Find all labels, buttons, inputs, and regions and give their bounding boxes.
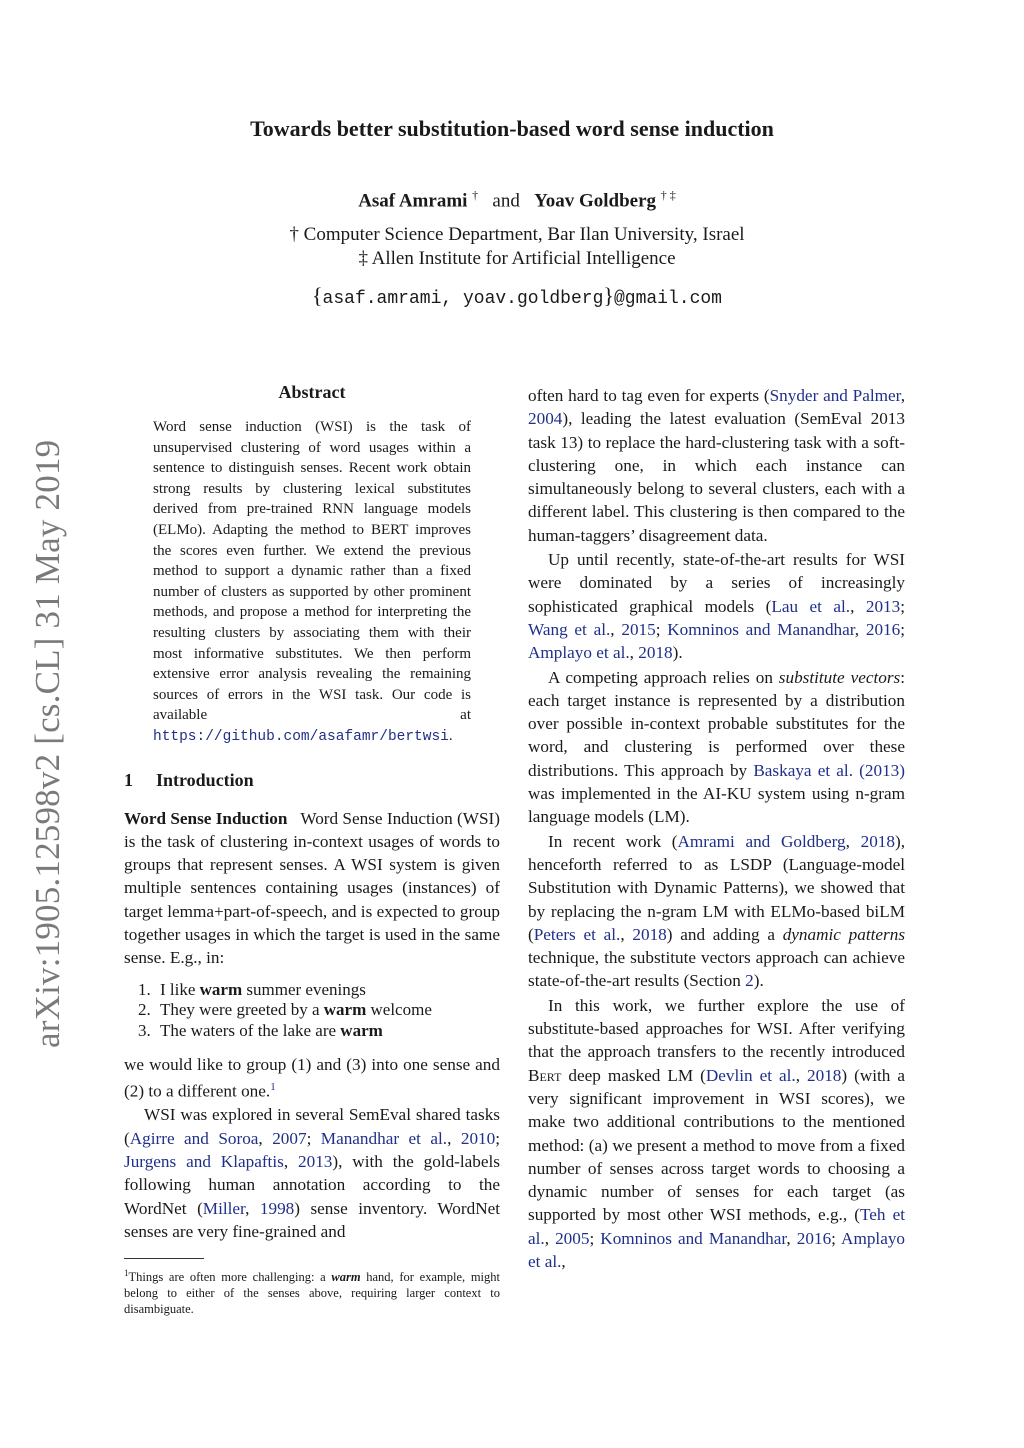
abstract-text: Word sense induction (WSI) is the task of unsupervised clustering of word usages within a sentence to distinguish senses. Recent work obtain strong results by clustering lexical substitutes derived from pre-trained RNN language models (ELMo). Adapting the method to BERT improves the scores even further. We extend the previous method to support a dynamic rather than a fixed number of clusters as supported by other prominent methods, and propose a method for interpreting the resulting clusters by associating them with their most informative substitutes. We then perform extensive error analysis revealing the remaining sources of errors in the WSI task. Our code is available at — [153, 419, 471, 724]
text-span: , — [854, 619, 866, 639]
list-item-target: warm — [199, 979, 243, 999]
paragraph — [528, 666, 905, 829]
text-span: , — [786, 1228, 797, 1248]
text-span: , — [283, 1152, 298, 1171]
email-line — [0, 283, 1024, 309]
footnote-number: 1 — [124, 1268, 129, 1279]
footnote-emphasis: warm — [331, 1270, 361, 1285]
author-1: Asaf Amrami — [358, 190, 468, 212]
text-span: , — [900, 386, 905, 405]
citation-year[interactable]: 2018 — [638, 643, 673, 663]
text-span: Up until recently, state-of-the-art results for WSI were dominated by a series of increasingly sophisticated graphical models ( — [528, 550, 905, 616]
text-span: , — [561, 1251, 566, 1271]
author-2-marks: † ‡ — [660, 188, 676, 202]
intro-p1-text: Word Sense Induction (WSI) is the task of clustering in-context usages of words to groups that represent senses. A WSI system is given multiple sentences containing usages (instances) of target lemma+part-of-speech, and is expected to group together usages in which the target is used in the same sense. E.g., in: — [124, 808, 500, 968]
text-span: , — [629, 643, 639, 663]
author-2: Yoav Goldberg — [534, 190, 657, 212]
text-span: ; — [831, 1228, 842, 1248]
text-span: , — [447, 1128, 461, 1148]
text-span: ), with the gold-labels following human annotation according to the WordNet ( — [124, 1152, 500, 1218]
citation-year[interactable]: 2013 — [865, 596, 901, 616]
text-span: ; — [900, 619, 906, 639]
paragraph — [528, 994, 905, 1274]
text-span: ) sense inventory. WordNet senses are very fine-grained and — [124, 1198, 501, 1241]
text-span: , — [544, 1228, 556, 1248]
text-span: technique, the substitute vectors approach can achieve state-of-the-art results (Section — [528, 948, 905, 991]
citation-year[interactable]: 2015 — [621, 619, 656, 639]
text-span: ; — [589, 1228, 601, 1248]
affiliation-1: † Computer Science Department, Bar Ilan University, Israel — [289, 224, 745, 245]
citation-year[interactable]: 2018 — [860, 831, 895, 851]
text-span: ; — [495, 1128, 501, 1148]
paragraph — [528, 384, 905, 547]
author-conjunction: and — [492, 190, 520, 212]
text-span: ; — [900, 596, 906, 616]
citation[interactable]: Amplayo et al. — [528, 1228, 906, 1271]
model-name: Bert — [528, 1065, 562, 1085]
citation-year[interactable]: 2004 — [528, 409, 563, 429]
text-span: ), leading the latest evaluation (SemEval 2013 task 13) to replace the hard-clustering task with a soft-clustering one, in which each instance can simultaneously belong to several clusters, each with a different label. This clustering is then compared to the human-taggers’ disagreement data. — [528, 409, 905, 545]
citation-year[interactable]: 2016 — [865, 619, 901, 639]
citation-year[interactable]: 2013 — [298, 1152, 333, 1171]
section-number: 1 — [124, 769, 133, 790]
text-span: deep masked LM ( — [561, 1065, 706, 1085]
intro-paragraph-3 — [124, 1103, 500, 1243]
footnote-text: Things are often more challenging: a — [128, 1270, 332, 1285]
abstract-body — [153, 417, 471, 748]
citation-year[interactable]: 2018 — [807, 1065, 842, 1085]
citation[interactable]: Agirre and Soroa — [129, 1128, 259, 1148]
abstract-heading: Abstract — [278, 382, 346, 402]
citation-year[interactable]: (2013) — [859, 760, 905, 780]
citation[interactable]: Teh et al. — [528, 1205, 905, 1248]
citation[interactable]: Wang et al. — [528, 619, 611, 639]
text-span: ; — [655, 619, 668, 639]
citation[interactable]: Miller — [202, 1198, 246, 1218]
text-span: : each target instance is represented by a distribution over possible in-context probable substitutes for the word, and clustering is performed over these distributions. This approach by — [528, 667, 905, 780]
email-names: asaf.amrami, yoav.goldberg — [322, 289, 604, 309]
citation[interactable]: Snyder and Palmer — [769, 386, 901, 405]
text-span: ). — [672, 643, 683, 663]
text-span: WSI was explored in several SemEval shared tasks ( — [124, 1105, 500, 1148]
list-item-text: summer evenings — [242, 979, 366, 999]
list-item-number: 3. — [138, 1020, 151, 1040]
list-item-text: The waters of the lake are — [160, 1020, 341, 1040]
section-heading — [124, 770, 500, 791]
intro-paragraph-2 — [124, 1053, 500, 1103]
list-item — [138, 1000, 500, 1021]
affiliation-2: ‡ Allen Institute for Artificial Intelligence — [358, 248, 676, 269]
text-span: A competing approach relies on — [548, 667, 779, 687]
right-column — [528, 384, 905, 1273]
list-item-text: I like — [160, 979, 200, 999]
emphasis: dynamic patterns — [782, 924, 906, 944]
text-span: , — [850, 596, 866, 616]
author-1-marks: † — [472, 188, 479, 202]
list-item-text: welcome — [366, 1000, 432, 1020]
email-brace-close: } — [603, 283, 614, 308]
text-span: In recent work ( — [548, 831, 678, 851]
paragraph — [528, 830, 905, 993]
runin-heading: Word Sense Induction — [124, 808, 288, 828]
text-span: ), henceforth referred to as LSDP (Language-model Substitution with Dynamic Patterns), we showed that by replacing the n-gram LM with ELMo-based biLM ( — [528, 831, 906, 944]
text-span: ; — [306, 1128, 321, 1148]
text-span: , — [620, 924, 633, 944]
code-link[interactable]: https://github.com/asafamr/bertwsi — [153, 728, 449, 745]
text-span: ) (with a very significant improvement in WSI scores), we make two additional contributions to the mentioned method: (a) we present a method to move from a fixed number of senses across target words to choosing a dynamic number of senses for each target (as supported by most other WSI methods, e.g., ( — [528, 1065, 906, 1225]
text-span: ). — [753, 971, 764, 991]
section-title: Introduction — [156, 769, 254, 790]
email-brace-open: { — [311, 283, 323, 308]
footnote-text: hand, for example, might belong to either of the senses above, requiring larger context to disambiguate. — [124, 1270, 500, 1317]
list-item-number: 1. — [138, 979, 151, 999]
text-span: ) and adding a — [666, 924, 783, 944]
intro-paragraph-1 — [124, 807, 500, 970]
text-span: was implemented in the AI-KU system using n-gram language models (LM). — [528, 784, 905, 827]
citation[interactable]: Amrami and Goldberg — [677, 831, 846, 851]
example-list — [124, 980, 500, 1042]
emphasis: substitute vectors — [778, 667, 901, 687]
text-span: In this work, we further explore the use of substitute-based approaches for WSI. After verifying that the approach transfers to the recently introduced — [528, 995, 905, 1062]
text-span: , — [610, 619, 622, 639]
citation[interactable]: Manandhar et al. — [320, 1128, 448, 1148]
citation-year[interactable]: 2016 — [796, 1228, 832, 1248]
citation[interactable]: Jurgens and Klapaftis — [124, 1152, 284, 1171]
list-item — [138, 1021, 500, 1042]
citation-year[interactable]: 2005 — [555, 1228, 590, 1248]
citation[interactable]: Komninos and Manandhar — [600, 1228, 787, 1248]
list-item — [138, 980, 500, 1001]
author-line — [0, 188, 1024, 212]
citation[interactable]: Baskaya et al. — [753, 760, 853, 780]
citation-year[interactable]: 1998 — [259, 1198, 295, 1218]
citation[interactable]: Devlin et al. — [705, 1065, 796, 1085]
email-domain: @gmail.com — [613, 289, 722, 309]
text-span: , — [795, 1065, 808, 1085]
intro-p2-text: we would like to group (1) and (3) into one sense and (2) to a different one. — [124, 1055, 500, 1102]
left-column — [124, 382, 500, 1317]
footnote-marker[interactable]: 1 — [270, 1081, 276, 1094]
list-item-target: warm — [340, 1020, 383, 1040]
citation[interactable]: Peters et al. — [533, 924, 621, 944]
text-span: , — [245, 1198, 260, 1218]
paragraph — [528, 548, 905, 664]
citation[interactable]: Lau et al. — [771, 596, 851, 616]
citation-year[interactable]: 2007 — [272, 1128, 307, 1148]
list-item-target: warm — [323, 1000, 367, 1020]
section-ref[interactable]: 2 — [745, 971, 754, 991]
citation-year[interactable]: 2018 — [632, 924, 667, 944]
text-span: often hard to tag even for experts ( — [528, 386, 770, 405]
text-span: , — [845, 831, 861, 851]
citation[interactable]: Amplayo et al. — [528, 643, 630, 663]
citation-year[interactable]: 2010 — [460, 1128, 496, 1148]
paper-title: Towards better substitution-based word sense induction — [250, 116, 774, 141]
citation[interactable]: Komninos and Manandhar — [667, 619, 855, 639]
arxiv-stamp: arXiv:1905.12598v2 [cs.CL] 31 May 2019 — [28, 439, 67, 1048]
footnote — [124, 1265, 500, 1317]
list-item-text: They were greeted by a — [160, 1000, 324, 1020]
list-item-number: 2. — [138, 1000, 151, 1020]
footnote-rule — [124, 1258, 204, 1259]
abstract-end: . — [448, 727, 453, 744]
text-span: , — [258, 1128, 273, 1148]
